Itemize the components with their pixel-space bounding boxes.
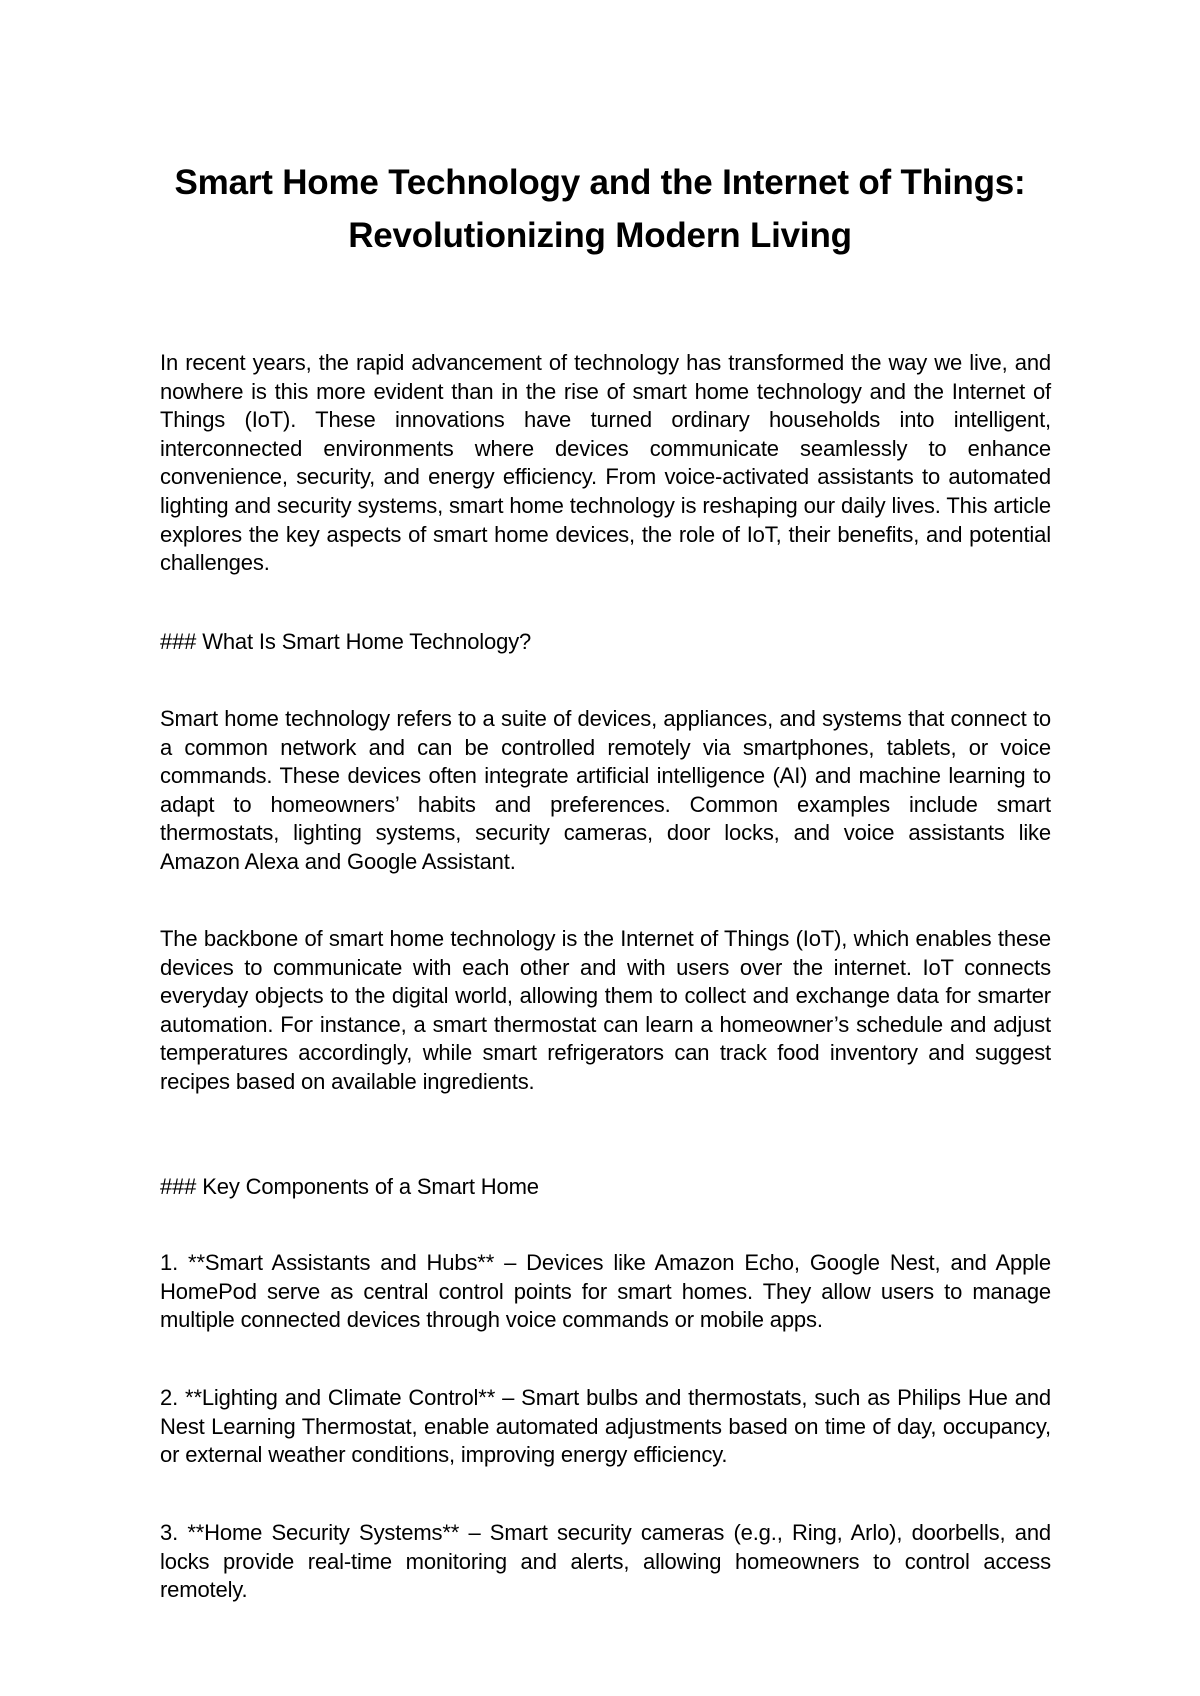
document-title: Smart Home Technology and the Internet of Things: Revolutionizing Modern Living	[174, 163, 1026, 255]
section-paragraph-definition: Smart home technology refers to a suite of devices, appliances, and systems that connect to a common network and can be controlled remotely via smartphones, tablets, or voice commands. These devices often integrate artificial intelligence (AI) and machine learning to adapt to homeowners’ habits and preferences. Common examples include smart thermostats, lighting systems, security cameras, door locks, and voice assistants like Amazon Alexa and Google Assistant.	[160, 706, 1051, 874]
section-heading-key-components: ### Key Components of a Smart Home	[160, 1174, 539, 1199]
list-item-smart-assistants: 1. **Smart Assistants and Hubs** – Devices like Amazon Echo, Google Nest, and Apple HomePod serve as central control points for smart homes. They allow users to manage multiple connected devices through voice commands or mobile apps.	[160, 1250, 1051, 1333]
list-item-lighting-climate: 2. **Lighting and Climate Control** – Smart bulbs and thermostats, such as Philips Hue and Nest Learning Thermostat, enable automated adjustments based on time of day, occupancy, or external weather conditions, improving energy efficiency.	[160, 1385, 1051, 1468]
section-paragraph-iot-backbone: The backbone of smart home technology is the Internet of Things (IoT), which enables these devices to communicate with each other and with users over the internet. IoT connects everyday objects to the digital world, allowing them to collect and exchange data for smarter automation. For instance, a smart thermostat can learn a homeowner’s schedule and adjust temperatures accordingly, while smart refrigerators can track food inventory and suggest recipes based on available ingredients.	[160, 926, 1051, 1094]
list-item-home-security: 3. **Home Security Systems** – Smart security cameras (e.g., Ring, Arlo), doorbells, and locks provide real-time monitoring and alerts, allowing homeowners to control access remotely.	[160, 1520, 1051, 1603]
section-heading-what-is-smart-home: ### What Is Smart Home Technology?	[160, 629, 532, 654]
intro-paragraph: In recent years, the rapid advancement of technology has transformed the way we live, and nowhere is this more evident than in the rise of smart home technology and the Internet of Things (IoT). These innovations have turned ordinary households into intelligent, interconnected environments where devices communicate seamlessly to enhance convenience, security, and energy efficiency. From voice-activated assistants to automated lighting and security systems, smart home technology is reshaping our daily lives. This article explores the key aspects of smart home devices, the role of IoT, their benefits, and potential challenges.	[160, 350, 1051, 576]
